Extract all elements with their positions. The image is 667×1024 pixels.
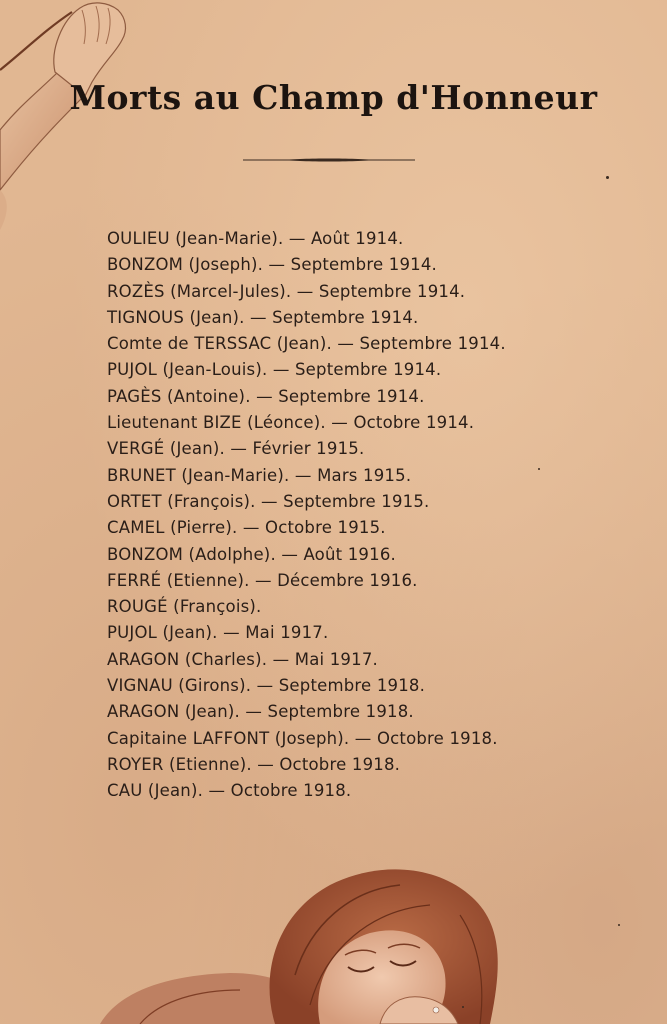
roll-entry: Capitaine LAFFONT (Joseph). — Octobre 1918. [107, 728, 498, 748]
raised-arm-illustration [0, 0, 140, 240]
roll-entry: OULIEU (Jean-Marie). — Août 1914. [107, 229, 404, 248]
roll-entry: FERRÉ (Etienne). — Décembre 1916. [107, 570, 418, 590]
roll-entry: TIGNOUS (Jean). — Septembre 1914. [107, 307, 419, 327]
roll-entry: ARAGON (Jean). — Septembre 1918. [107, 702, 414, 722]
roll-entry: Lieutenant BIZE (Léonce). — Octobre 1914. [107, 413, 475, 433]
roll-entry: BONZOM (Adolphe). — Août 1916. [107, 544, 396, 564]
roll-of-honour [107, 226, 627, 805]
roll-entry: PUJOL (Jean-Louis). — Septembre 1914. [107, 360, 442, 380]
roll-entry: PAGÈS (Antoine). — Septembre 1914. [107, 386, 425, 406]
page-title: Morts au Champ d'Honneur [69, 78, 598, 117]
roll-entry: ORTET (François). — Septembre 1915. [107, 491, 430, 511]
roll-entry: CAMEL (Pierre). — Octobre 1915. [107, 518, 386, 538]
roll-entry: CAU (Jean). — Octobre 1918. [107, 781, 352, 801]
roll-entry: BRUNET (Jean-Marie). — Mars 1915. [107, 465, 412, 485]
roll-entry: ROZÈS (Marcel-Jules). — Septembre 1914. [107, 281, 466, 301]
mourning-woman-illustration [80, 855, 580, 1024]
roll-entry: ROUGÉ (François). [107, 597, 262, 617]
paper-speck [538, 468, 540, 470]
roll-entry: ROYER (Etienne). — Octobre 1918. [107, 754, 401, 774]
paper-speck [606, 176, 609, 179]
ornamental-rule [243, 156, 415, 164]
roll-entry: VIGNAU (Girons). — Septembre 1918. [107, 676, 426, 696]
roll-entry: ARAGON (Charles). — Mai 1917. [107, 649, 378, 669]
paper-speck [462, 1006, 464, 1008]
paper-speck [618, 924, 620, 926]
roll-entry: VERGÉ (Jean). — Février 1915. [107, 439, 365, 459]
roll-entry: PUJOL (Jean). — Mai 1917. [107, 623, 329, 643]
roll-entry: Comte de TERSSAC (Jean). — Septembre 1914. [107, 334, 506, 354]
roll-entry: BONZOM (Joseph). — Septembre 1914. [107, 255, 438, 275]
